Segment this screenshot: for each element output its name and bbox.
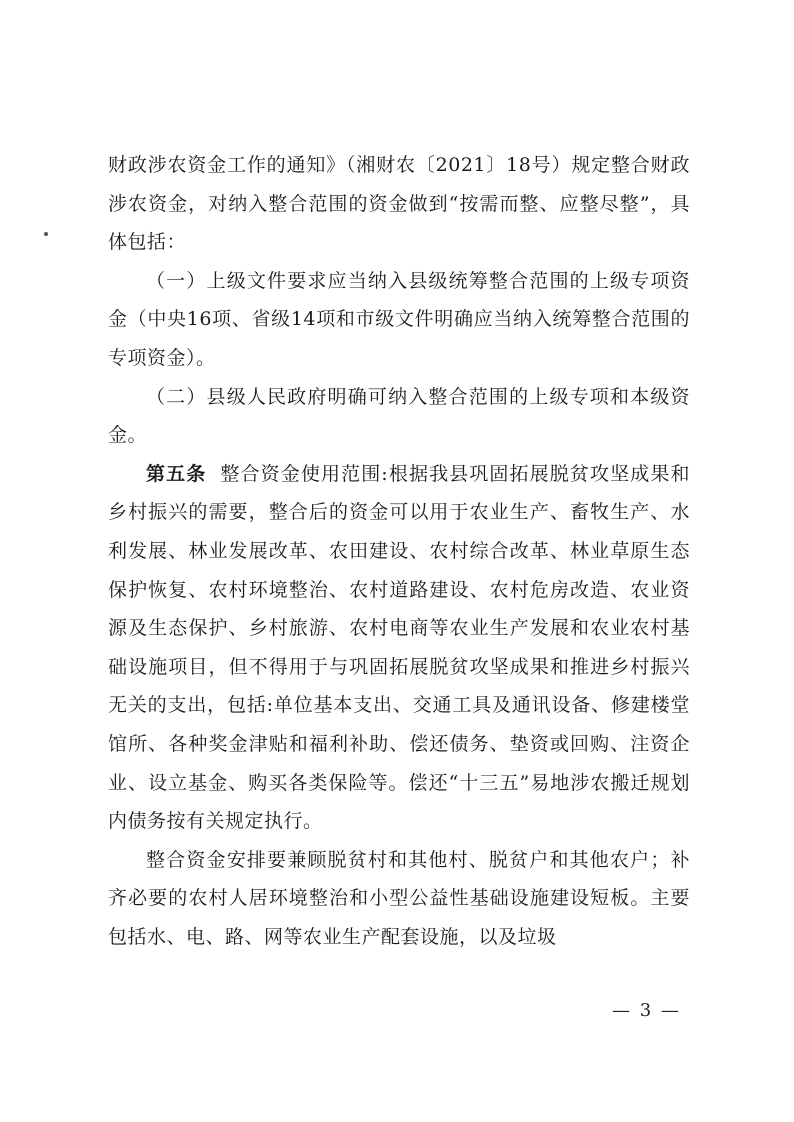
scan-speck — [44, 232, 48, 236]
paragraph-3: （二）县级人民政府明确可纳入整合范围的上级专项和本级资金。 — [108, 385, 690, 447]
paragraph-article-5 — [108, 455, 690, 841]
page-number: — 3 — — [612, 1000, 681, 1021]
article-5-body: 整合资金使用范围:根据我县巩固拓展脱贫攻坚成果和乡村振兴的需要，整合后的资金可以用于农业生产、畜牧生产、水利发展、林业发展改革、农田建设、农村综合改革、林业草原生态保护恢复、农村环境整治、农村道路建设、农村危房改造、农业资源及生态保护、乡村旅游、农村电商等农业生产发展和农业农村基础设施项目，但不得用于与巩固拓展脱贫攻坚成果和推进乡村振兴无关的支出，包括:单位基本支出、交通工具及通讯设备、修建楼堂馆所、各种奖金津贴和福利补助、偿还债务、垫资或回购、注资企业、设立基金、购买各类保险等。偿还“十三五”易地涉农搬迁规划内债务按有关规定执行。 — [108, 462, 690, 833]
paragraph-2: （一）上级文件要求应当纳入县级统筹整合范围的上级专项资金（中央16项、省级14项和市级文件明确应当纳入统筹整合范围的专项资金）。 — [108, 269, 690, 369]
article-heading: 第五条 — [146, 462, 207, 485]
body-text — [108, 146, 690, 956]
paragraph-5: 整合资金安排要兼顾脱贫村和其他村、脱贫户和其他农户；补齐必要的农村人居环境整治和小型公益性基础设施建设短板。主要包括水、电、路、网等农业生产配套设施，以及垃圾 — [108, 848, 690, 948]
paragraph-1: 财政涉农资金工作的通知》（湘财农〔2021〕18号）规定整合财政涉农资金，对纳入整合范围的资金做到“按需而整、应整尽整”，具体包括： — [108, 154, 690, 254]
